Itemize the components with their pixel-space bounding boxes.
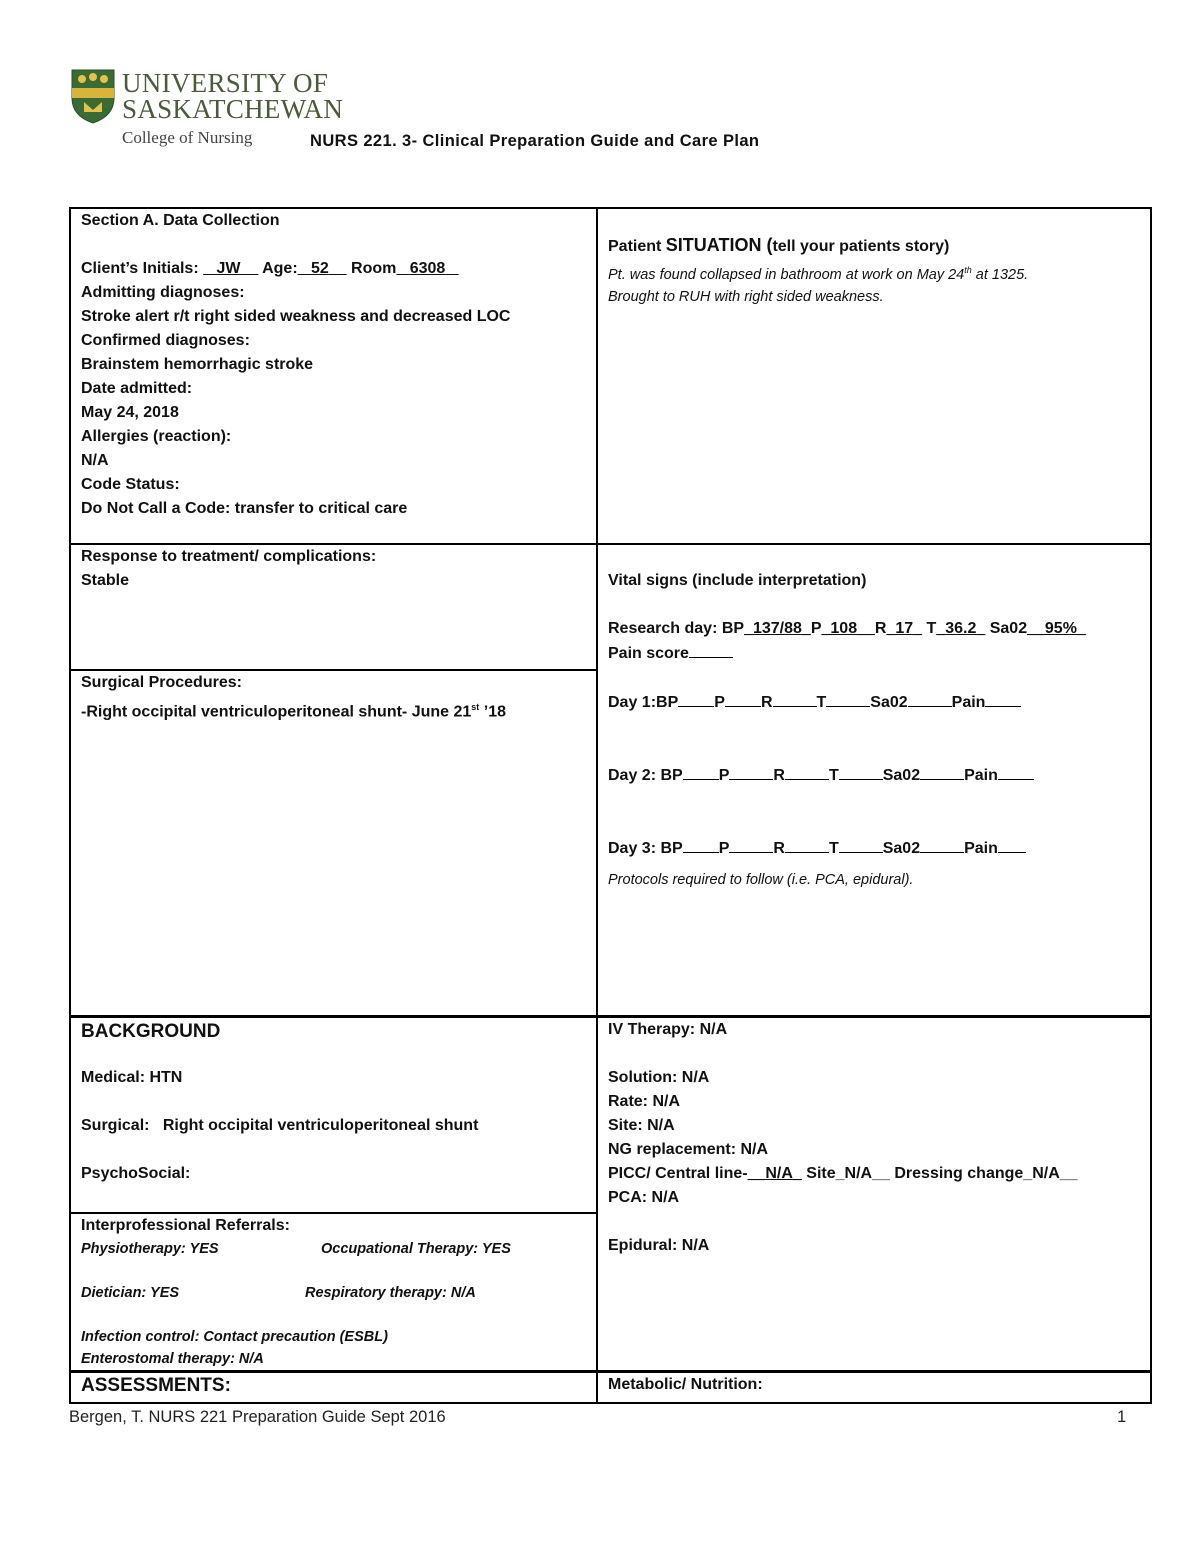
day2-sao2-label: Sa02 — [882, 767, 921, 784]
day2-r-label: R — [773, 767, 785, 784]
background-heading: BACKGROUND — [81, 1021, 221, 1042]
footer-citation: Bergen, T. NURS 221 Preparation Guide Sept 2016 — [69, 1408, 446, 1426]
day2-pain-label: Pain — [964, 767, 998, 784]
medical-value: HTN — [149, 1069, 183, 1086]
response-cell — [71, 545, 596, 593]
care-plan-table — [69, 207, 1152, 1404]
protocols-note: Protocols required to follow (i.e. PCA, epidural). — [608, 872, 914, 888]
surgical-procedure-sup: st — [471, 702, 480, 712]
client-age: 52 — [311, 260, 329, 277]
college-name: College of Nursing — [122, 128, 253, 147]
pulse-value: 108 — [830, 620, 858, 637]
surgical-procedures-cell — [71, 671, 596, 724]
university-name-line2: SASKATCHEWAN — [122, 94, 344, 124]
admitting-diagnoses: Stroke alert r/t right sided weakness and decreased LOC — [81, 308, 511, 325]
day3-sao2-label: Sa02 — [882, 840, 921, 857]
section-a-heading: Section A. Data Collection — [81, 212, 280, 229]
referrals-cell — [71, 1214, 596, 1370]
client-initials: JW — [216, 260, 241, 277]
room-label: Room — [351, 260, 397, 277]
pain-score-label: Pain score — [608, 645, 689, 662]
picc-site-value: N/A — [844, 1165, 873, 1182]
day3-label: Day 3: — [608, 840, 657, 857]
date-label: Date admitted: — [81, 380, 193, 397]
day1-bp-label: BP — [656, 694, 679, 711]
surgical-line — [81, 1114, 586, 1138]
picc-value: N/A — [765, 1165, 793, 1182]
sao2-value: 95% — [1044, 620, 1077, 637]
situation-label-c: tell your patients story) — [772, 238, 950, 255]
resp-value: 17 — [895, 620, 914, 637]
temp-label: T — [926, 620, 937, 637]
bp-label: BP — [721, 620, 745, 637]
infection-control-referral: Infection control: Contact precaution (ESBL) — [81, 1329, 388, 1345]
iv-heading: IV Therapy: N/A — [608, 1021, 728, 1038]
iv-therapy-cell — [598, 1018, 1150, 1258]
picc-label: PICC/ Central line- — [608, 1165, 748, 1182]
university-wordmark — [122, 70, 343, 122]
medical-label: Medical: — [81, 1069, 146, 1086]
document-title: NURS 221. 3- Clinical Preparation Guide and Care Plan — [310, 132, 760, 150]
code-status-label: Code Status: — [81, 476, 180, 493]
iv-solution: Solution: N/A — [608, 1069, 710, 1086]
referrals-row-1 — [81, 1238, 586, 1260]
vitals-heading: Vital signs (include interpretation) — [608, 572, 867, 589]
page-number: 1 — [1117, 1408, 1127, 1426]
referrals-row-2 — [81, 1282, 586, 1304]
confirmed-diagnoses: Brainstem hemorrhagic stroke — [81, 356, 314, 373]
research-day-vitals: Research day: BP_137/88_P_108__R_17_ T_36.2_ Sa02__95%_ — [608, 620, 1086, 637]
ot-referral: Occupational Therapy: YES — [321, 1241, 511, 1257]
allergies-value: N/A — [81, 452, 109, 469]
day2-vitals — [608, 763, 1140, 788]
day1-sao2-label: Sa02 — [870, 694, 908, 711]
situation-label-b: SITUATION ( — [665, 235, 773, 255]
psychosocial-label: PsychoSocial: — [81, 1165, 191, 1182]
surgical-procedures-label: Surgical Procedures: — [81, 674, 242, 691]
day2-t-label: T — [828, 767, 839, 784]
sao2-label: Sa02 — [989, 620, 1028, 637]
iv-site: Site: N/A — [608, 1117, 675, 1134]
pca-value: PCA: N/A — [608, 1189, 680, 1206]
client-room: 6308 — [409, 260, 446, 277]
situation-line-1-text: Pt. was found collapsed in bathroom at work on May 24 — [608, 266, 965, 283]
assessments-label: ASSESSMENTS: — [81, 1375, 231, 1396]
dressing-value: N/A — [1032, 1165, 1060, 1182]
physiotherapy-referral: Physiotherapy: YES — [81, 1241, 219, 1257]
pain-score-line — [608, 641, 1140, 666]
day3-vitals — [608, 836, 1140, 861]
allergies-label: Allergies (reaction): — [81, 428, 232, 445]
section-a-cell — [71, 209, 596, 521]
situation-line-1 — [608, 259, 1140, 286]
situation-line-1-sup: th — [964, 265, 972, 275]
ng-replacement: NG replacement: N/A — [608, 1141, 769, 1158]
picc-line: PICC/ Central line-__N/A_ Site_N/A__ Dressing change_N/A__ — [608, 1165, 1078, 1182]
situation-cell — [598, 233, 1150, 308]
iv-rate: Rate: N/A — [608, 1093, 681, 1110]
day3-r-label: R — [773, 840, 785, 857]
pulse-label: P — [810, 620, 822, 637]
resp-label: R — [874, 620, 887, 637]
date-admitted: May 24, 2018 — [81, 404, 179, 421]
surgical-label: Surgical: — [81, 1117, 150, 1134]
situation-line-1-end: at 1325. — [971, 266, 1029, 283]
admitting-label: Admitting diagnoses: — [81, 284, 245, 301]
situation-label-a: Patient — [608, 238, 662, 255]
research-day-label: Research day: — [608, 620, 718, 637]
day1-pain-label: Pain — [951, 694, 986, 711]
response-value: Stable — [81, 572, 130, 589]
surgical-procedure-year: ’18 — [479, 703, 506, 721]
surgical-procedure-text: -Right occipital ventriculoperitoneal shunt- June 21 — [81, 703, 472, 721]
age-label: Age: — [262, 260, 298, 277]
situation-line-2: Brought to RUH with right sided weakness. — [608, 288, 884, 305]
temp-value: 36.2 — [945, 620, 977, 637]
university-name-line1: UNIVERSITY OF — [122, 68, 329, 98]
day1-t-label: T — [816, 694, 827, 711]
surgical-value: Right occipital ventriculoperitoneal shunt — [162, 1117, 479, 1134]
initials-label: Client’s Initials: — [81, 260, 199, 277]
metabolic-cell — [598, 1373, 1150, 1397]
day3-t-label: T — [828, 840, 839, 857]
day2-label: Day 2: — [608, 767, 657, 784]
confirmed-label: Confirmed diagnoses: — [81, 332, 250, 349]
day1-p-label: P — [714, 694, 725, 711]
bp-value: 137/88 — [752, 620, 802, 637]
dressing-label: Dressing change — [894, 1165, 1024, 1182]
assessments-cell — [71, 1373, 596, 1399]
enterostomal-referral: Enterostomal therapy: N/A — [81, 1351, 264, 1367]
day2-p-label: P — [718, 767, 730, 784]
day1-r-label: R — [760, 694, 773, 711]
client-info-line — [81, 257, 586, 281]
day1-vitals — [608, 690, 1140, 715]
day3-bp-label: BP — [660, 840, 683, 857]
dietician-referral: Dietician: YES — [81, 1285, 180, 1301]
picc-site-label: Site — [806, 1165, 836, 1182]
day2-bp-label: BP — [660, 767, 683, 784]
respiratory-referral: Respiratory therapy: N/A — [305, 1285, 476, 1301]
day3-p-label: P — [718, 840, 730, 857]
surgical-procedures-value — [81, 695, 586, 724]
epidural-value: Epidural: N/A — [608, 1237, 710, 1254]
day3-pain-label: Pain — [964, 840, 998, 857]
referrals-label: Interprofessional Referrals: — [81, 1217, 290, 1234]
vital-signs-cell — [598, 569, 1150, 891]
university-logo — [70, 68, 344, 154]
metabolic-label: Metabolic/ Nutrition: — [608, 1376, 763, 1393]
background-cell — [71, 1018, 596, 1186]
day1-label: Day 1: — [608, 694, 657, 711]
code-status-value: Do Not Call a Code: transfer to critical care — [81, 500, 408, 517]
university-crest-icon — [70, 68, 116, 124]
response-label: Response to treatment/ complications: — [81, 548, 377, 565]
medical-line — [81, 1066, 586, 1090]
